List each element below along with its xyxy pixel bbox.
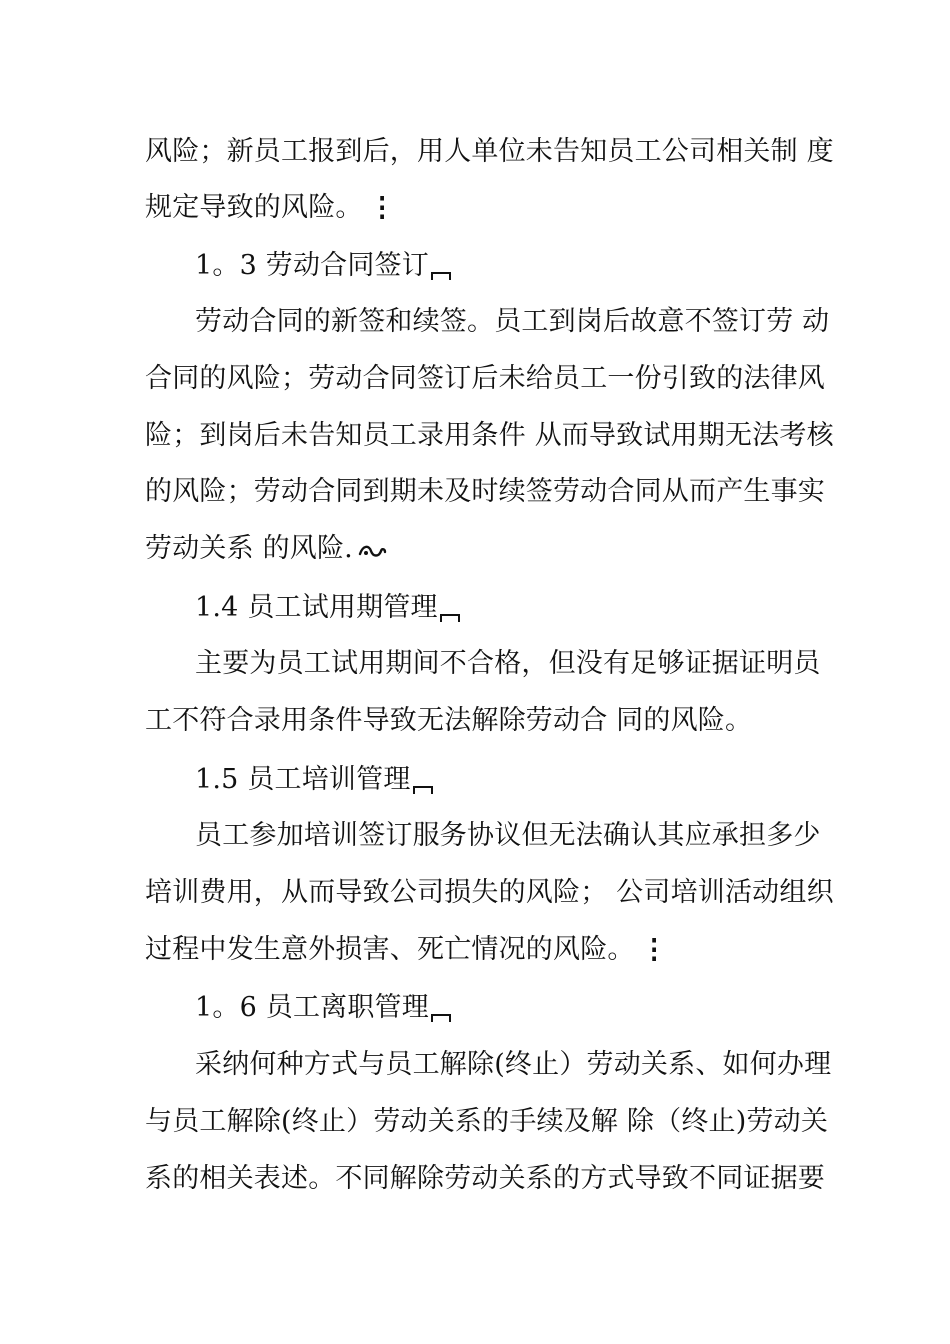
text-line-content: 合同的风险；劳动合同签订后未给员工一份引致的法律风 [145,363,825,394]
bracket-mark-icon [431,1014,451,1022]
text-line [145,703,752,739]
text-line-content: 培训费用，从而导致公司损失的风险； 公司培训活动组织 [145,877,834,908]
text-line-content: 主要为员工试用期间不合格，但没有足够证据证明员 [195,648,821,679]
bracket-mark-icon [413,786,433,794]
text-line-content: 员工参加培训签订服务协议但无法确认其应承担多少 [195,820,821,851]
text-line [145,1104,828,1140]
section-heading-1-5 [195,762,433,798]
text-line [145,190,396,226]
bracket-mark-icon [431,272,451,280]
heading-text: 1。6 员工离职管理 [195,992,429,1023]
text-line [195,818,821,854]
vertical-dots-mark: ⋮ [640,934,668,965]
text-line [145,361,825,397]
text-line [195,304,829,340]
text-line-content: 规定导致的风险。 [145,192,363,223]
text-line-content: 的风险；劳动合同到期未及时续签劳动合同从而产生事实 [145,476,825,507]
section-heading-1-3 [195,248,451,284]
text-line-content: 劳动关系 的风险. [145,533,353,564]
text-line-content: 系的相关表述。不同解除劳动关系的方式导致不同证据要 [145,1163,825,1194]
bracket-mark-icon [440,614,460,622]
text-line [145,474,825,510]
text-line [145,932,668,968]
text-line-content: 过程中发生意外损害、死亡情况的风险。 [145,934,635,965]
text-line [195,646,821,682]
text-line-content: 工不符合录用条件导致无法解除劳动合 同的风险。 [145,705,753,736]
text-line [195,1047,831,1083]
text-line [145,875,834,911]
section-heading-1-6 [195,990,451,1026]
heading-text: 1。3 劳动合同签订 [195,250,429,281]
swirl-mark-icon [357,535,387,571]
text-line-content: 险；到岗后未告知员工录用条件 从而导致试用期无法考核 [145,420,834,451]
heading-text: 1.5 员工培训管理 [195,764,411,795]
text-line [145,134,834,170]
text-line [145,1161,825,1197]
text-line [145,531,387,567]
section-heading-1-4 [195,590,460,626]
text-line-content: 与员工解除(终止）劳动关系的手续及解 除（终止)劳动关 [145,1106,829,1137]
text-line-content: 采纳何种方式与员工解除(终止）劳动关系、如何办理 [195,1049,832,1080]
text-line-content: 风险；新员工报到后，用人单位未告知员工公司相关制 度 [145,136,834,167]
text-line [145,418,834,454]
text-line-content: 劳动合同的新签和续签。员工到岗后故意不签订劳 动 [195,306,830,337]
vertical-dots-mark: ⋮ [368,192,396,223]
heading-text: 1.4 员工试用期管理 [195,592,438,623]
